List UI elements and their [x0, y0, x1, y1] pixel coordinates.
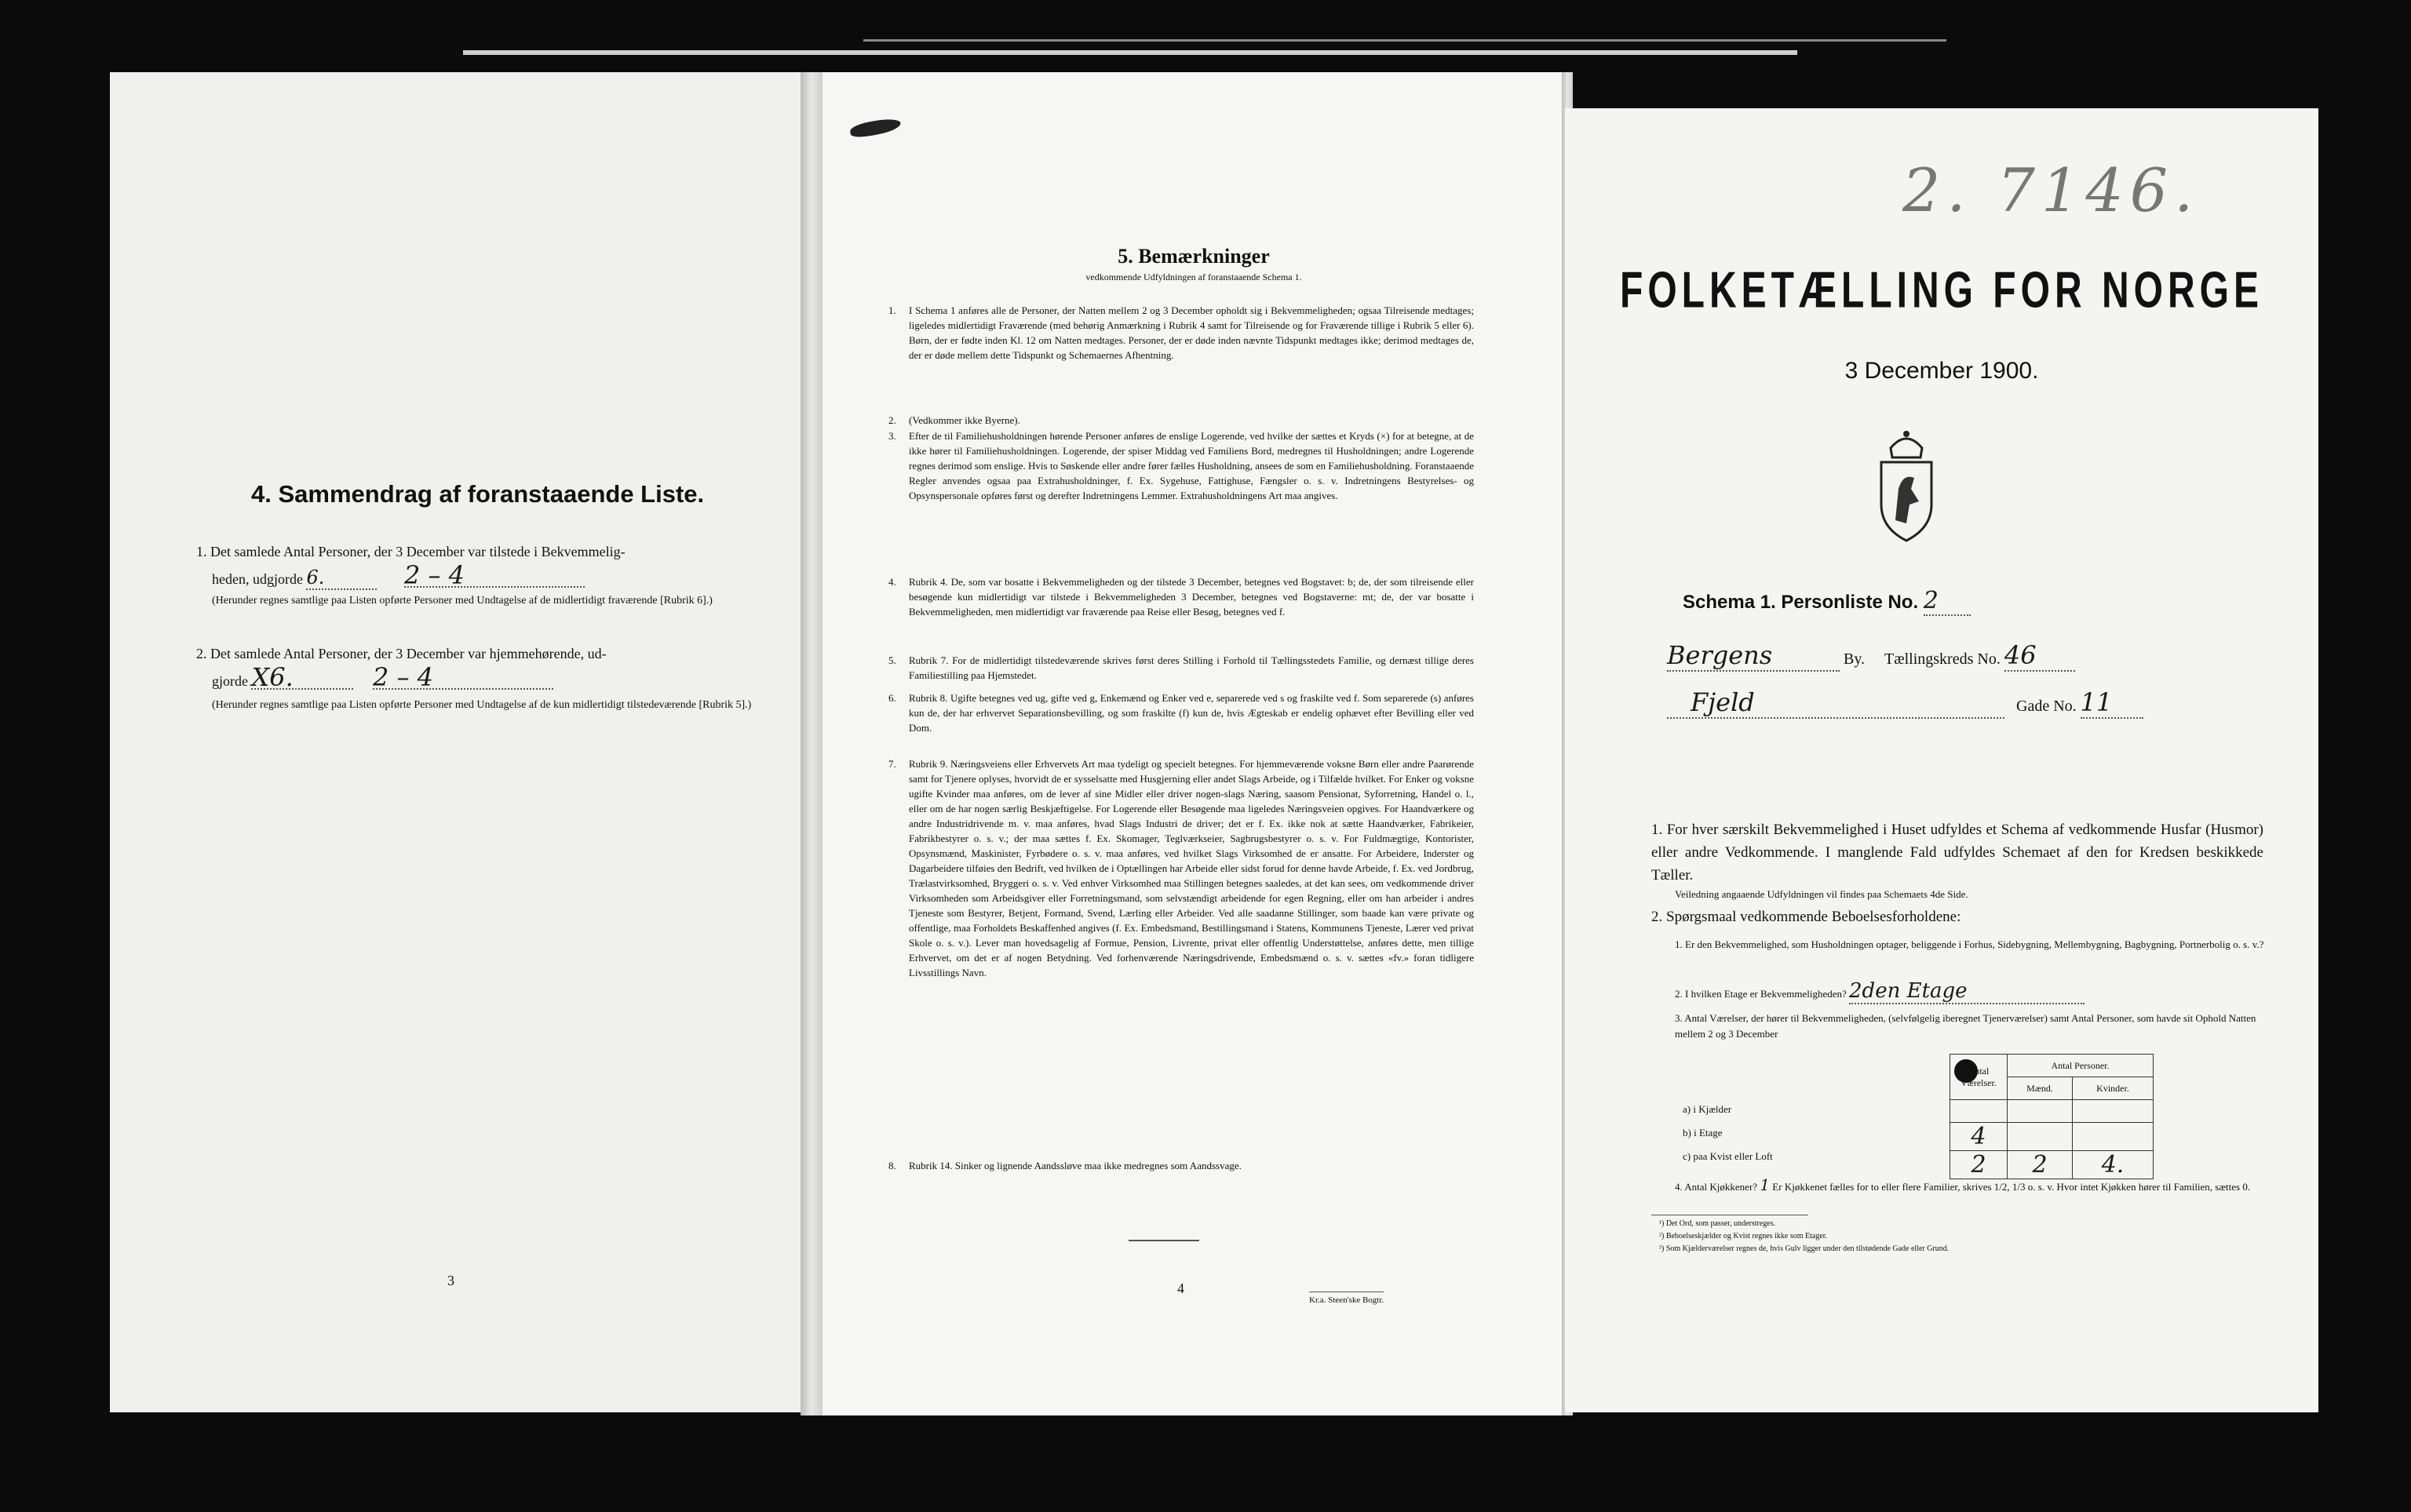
instruction-1-note: Veiledning angaaende Udfyldningen vil findes paa Schemaets 4de Side. [1675, 888, 1968, 900]
archive-number-handwritten: 2. 7146. [1902, 155, 2200, 225]
ink-smudge [849, 118, 902, 139]
item2-line1: 2. Det samlede Antal Personer, der 3 December var hjemmehørende, ud- [196, 646, 607, 661]
kitchens-handwritten: 1 [1760, 1175, 1771, 1194]
row-label-c: c) paa Kvist eller Loft [1683, 1150, 1773, 1162]
item2-note: (Herunder regnes samtlige paa Listen opførte Personer med Undtagelse af de kun midlertidigt tilstedeværende [Rubrik 5].) [212, 699, 752, 711]
table-row [1950, 1100, 2154, 1123]
header-persons: Antal Personer. [2008, 1055, 2154, 1077]
middle-page [823, 72, 1565, 1415]
header-women: Kvinder. [2073, 1077, 2154, 1100]
city-handwritten: Bergens [1667, 640, 1840, 672]
item1-note: (Herunder regnes samtlige paa Listen opførte Personer med Undtagelse af de midlertidigt fraværende [Rubrik 6].) [212, 595, 713, 607]
page-number-3: 3 [447, 1273, 454, 1288]
left-page [110, 72, 801, 1412]
item1-handwritten-2: 2 – 4 [404, 564, 585, 588]
printer-imprint: Kr.a. Steen'ske Bogtr. [1309, 1292, 1384, 1305]
item2-handwritten: X6. [251, 666, 353, 690]
census-title: FOLKETÆLLING FOR NORGE [1620, 262, 2263, 319]
question-3: 3. Antal Værelser, der hører til Bekvemmeligheden, (selvfølgelig iberegnet Tjenerværelser) samt Antal Personer, som havde sit Ophold Natten mellem 2 og 3 December [1675, 1012, 2256, 1040]
census-date: 3 December 1900. [1844, 358, 2039, 384]
note-8: 8. Rubrik 14. Sinker og lignende Aandssløve maa ikke medregnes som Aandssvage. [888, 1160, 1242, 1171]
header-rooms: Antal Værelser. [1950, 1055, 2008, 1100]
row-label-b: b) i Etage [1683, 1127, 1723, 1139]
note-3: 3. Efter de til Familiehusholdningen hørende Personer anføres de enslige Logerende, ved hvilke der sættes et Kryds (×) for at betegne, at de ikke hører til Familiehusholdningen. Logerende, der spiser Middag ved Familiens Bord, medregnes til Husholdningen; andre Logerende regnes derimod som enslige. Hvis to Søskende eller andre fører fælles Husholdning, ansees de som en Familiehusholdning. Foranstaaende Regler anvendes ogsaa paa Extrahusholdninger, f. Ex. Sygehuse, Fattighuse, Fængsler o. s. v. Indretningens Bestyrelses- og Opsynspersonale opføres først og derefter Indretningens Lemmer. Extrahusholdningens Art maa angives. [888, 430, 1474, 501]
note-7: 7. Rubrik 9. Næringsveiens eller Erhvervets Art maa tydeligt og specielt betegnes. For hjemmeværende voksne Børn eller andre Paarørende samt for Tjenere oplyses, hvorvidt de er sysselsatte med Husgjerning eller andet Slags Arbeide, og i Tilfælde hvilket. For Enker og voksne ugifte Kvinder maa anføres, om de lever af sine Midler eller driver nogen-slags Næring, saasom Pensionat, Syforretning, Handel o. l., eller om de har nogen særlig Beskjæftigelse. For Logerende eller Besøgende maa ligeledes Næringsveien opgives. For Haandværkere og andre Industridrivende m. v. maa anføres, hvad Slags Industri de driver; det er f. Ex. ikke nok at sætte Haandværker, Fabrikeier, Fabrikbestyrer o. s. v.; der maa sættes f. Ex. Skomager, Teglværkseier, Sagbrugsbestyrer o. s. v. For Fuldmægtige, Kontorister, Opsynsmænd, Maskinister, Fyrbødere o. s. v. maa anføres, ved hvilket Slags Virksomhed de er ansatte. For Arbeidere, Inderster og Dagarbeidere tilføies den Bedrift, ved hvilken de i Optællingen har Arbeide eller sidst forud for denne havde Arbeide, f. Ex. ved Jordbrug, Trælastvirksomhed, Bryggeri o. s. v. Ved enhver Virksomhed maa Stillingen betegnes saaledes, at det kan sees, om vedkommende driver Virksomheden som Arbeidsgiver eller Forretningsmand, som selvstændigt arbeidende for egen Regning, eller om han arbeider i andres Tjeneste som Bestyrer, Betjent, Formand, Svend, Lærling eller Arbeider. Ved alle saadanne Stillinger, som baade kan være private og offentlige, maa Forholdets Beskaffenhed angives (f. Ex. Embedsmand, Bestillingsmand i Statens, Kommunens Tjeneste, Lærer ved privat Skole o. s. v.). Lever man hovedsagelig af Formue, Pension, Livrente, privat eller offentlig Understøttelse, anføres dette, men tillige Erhvervet, om det er af nogen Betydning. Ved forhenværende Næringsdrivende, Embedsmænd o. s. v. sættes «fv.» foran tidligere Livsstillings Navn. [888, 758, 1474, 978]
instruction-2: 2. Spørgsmaal vedkommende Beboelsesforholdene: [1651, 909, 1961, 925]
instruction-1: 1. For hver særskilt Bekvemmelighed i Huset udfyldes et Schema af vedkommende Husfar (Husmor) eller andre Vedkommende. I manglende Fald udfyldes Schemaet af den for Kredsen beskikkede Tæller. [1651, 822, 2263, 884]
rooms-table [1950, 1054, 2154, 1179]
question-4: 4. Antal Kjøkkener? 1 Er Kjøkkenet fælles for to eller flere Familier, skrives 1/2, 1/3 o. s. v. Hvor intet Kjøkken hører til Familien, sættes 0. [1675, 1175, 2251, 1194]
page-fold [801, 72, 823, 1415]
note-2: 2. (Vedkommer ikke Byerne). [888, 414, 1020, 426]
summary-heading: 4. Sammendrag af foranstaaende Liste. [251, 480, 705, 508]
scan-edge-line-2 [463, 50, 1797, 55]
question-1: 1. Er den Bekvemmelighed, som Husholdningen optager, beliggende i Forhus, Sidebygning, Mellembygning, Bagbygning, Portnerbolig o. s. v.? [1675, 938, 2264, 950]
floor-handwritten: 2den Etage [1849, 979, 2085, 1004]
note-4: 4. Rubrik 4. De, som var bosatte i Bekvemmeligheden og der tilstede 3 December, betegnes ved Bogstavet: b; de, der som tilreisende eller besøgende kun midlertidigt var tilstede i Bekvemmeligheden 3 December, betegnes ved Bogstaverne: mt; de, der var bosatte i Bekvemmeligheden, men midlertidigt var fraværende paa Reise eller Besøg, betegnes ved f. [888, 576, 1474, 618]
remarks-heading: 5. Bemærkninger [1118, 245, 1270, 268]
right-page [1565, 108, 2318, 1412]
kreds-number: 46 [2004, 640, 2075, 672]
city-line: Bergens By. Tællingskreds No. 46 [1667, 640, 2075, 672]
question-2: 2. I hvilken Etage er Bekvemmeligheden? 2den Etage [1675, 979, 2085, 1004]
schema-label: Schema 1. Personliste No. 2 [1683, 587, 1971, 616]
coat-of-arms-icon [1875, 426, 1938, 544]
table-row: 4 [1950, 1123, 2154, 1151]
item2-line2: gjorde X6. 2 – 4 [212, 666, 553, 692]
header-men: Mænd. [2008, 1077, 2073, 1100]
item1-line2: heden, udgjorde 6. 2 – 4 [212, 564, 585, 590]
gade-number: 11 [2081, 687, 2143, 719]
table-row: 2 2 4. [1950, 1151, 2154, 1179]
remarks-subheading: vedkommende Udfyldningen af foranstaaende Schema 1. [1085, 271, 1302, 282]
footnotes: ¹) Det Ord, som passer, understreges. ²) Beboelseskjælder og Kvist regnes ikke som Etager. ³) Som Kjælderværelser regnes de, hvis Gulv ligger under den tilstødende Gade eller Grund. [1659, 1219, 1950, 1253]
scan-edge-line [863, 39, 1946, 42]
note-5: 5. Rubrik 7. For de midlertidigt tilstedeværende skrives først deres Stilling i Forhold til Tællingsstedets Familie, og dernæst tillige deres Familiestilling paa Hjemstedet. [888, 654, 1474, 681]
page-number-4: 4 [1177, 1281, 1184, 1296]
row-label-a: a) i Kjælder [1683, 1103, 1732, 1115]
item1-handwritten: 6. [306, 567, 377, 590]
note-6: 6. Rubrik 8. Ugifte betegnes ved ug, gifte ved g, Enkemænd og Enker ved e, separerede ved s og fraskilte ved f. Som separerede (s) anføres kun de, der har erhvervet Separationsbevilling, og som fraskilte (f) kun de, hvis Ægteskab er endelig ophævet efter Bevilling eller ved Dom. [888, 692, 1474, 734]
item2-handwritten-2: 2 – 4 [373, 666, 553, 690]
street-handwritten: Fjeld [1667, 687, 2004, 719]
note-1: 1. I Schema 1 anføres alle de Personer, der Natten mellem 2 og 3 December opholdt sig i Bekvemmeligheden; ogsaa Tilreisende medtages; ligeledes midlertidigt Fraværende (med behørig Anmærkning i Rubrik 4 samt for Tilreisende og for Fraværende tillige i Rubrik 5 eller 6). Børn, der er fødte inden Kl. 12 om Natten medtages. Personer, der er døde inden nævnte Tidspunkt medtages ikke; derimod medtages de, der er døde mellem dette Tidspunkt og Schemaernes Afhentning. [888, 304, 1474, 361]
item1-line1: 1. Det samlede Antal Personer, der 3 December var tilstede i Bekvemmelig- [196, 544, 626, 559]
street-line: Fjeld Gade No. 11 [1667, 687, 2143, 719]
personliste-number: 2 [1924, 587, 1971, 616]
divider-rule [1129, 1240, 1199, 1241]
